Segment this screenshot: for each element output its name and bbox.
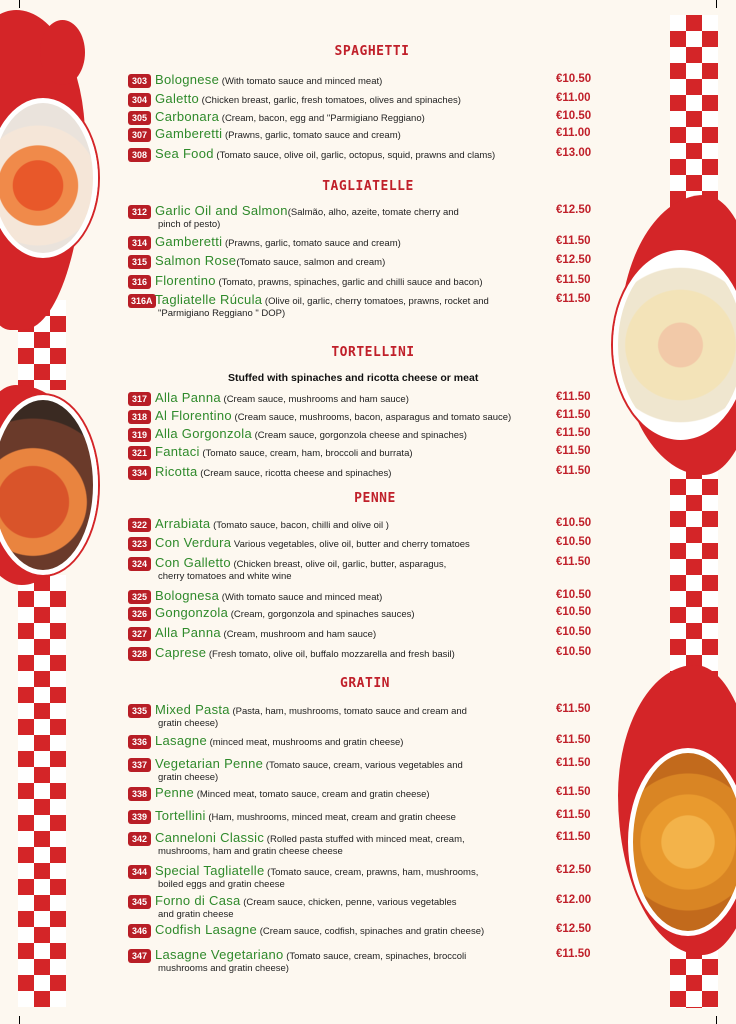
section-title-tagliatelle: TAGLIATELLE — [322, 179, 414, 194]
item-price: €11.00 — [556, 92, 591, 104]
item-description: (Cream, mushroom and ham sauce) — [220, 629, 377, 640]
item-name: Fantaci (Tomato sauce, cream, ham, broccoli and burrata) — [155, 444, 413, 459]
item-code: 314 — [128, 236, 151, 250]
item-description: (Prawns, garlic, tomato sauce and cream) — [222, 238, 401, 249]
item-description: (Olive oil, garlic, cherry tomatoes, prawns, rocket and — [262, 296, 489, 307]
item-price: €11.50 — [556, 445, 591, 457]
section-subtitle-tortellini: Stuffed with spinaches and ricotta cheese or meat — [228, 372, 479, 384]
item-code: 316 — [128, 275, 151, 289]
item-description: (Chicken breast, olive oil, garlic, butter, asparagus, — [230, 559, 447, 570]
item-name: Con Verdura Various vegetables, olive oil, butter and cherry tomatoes — [155, 535, 470, 550]
item-code: 307 — [128, 128, 151, 142]
menu-item-tortellini — [128, 464, 598, 482]
item-price: €11.50 — [556, 831, 591, 843]
item-name: Florentino (Tomato, prawns, spinaches, garlic and chilli sauce and bacon) — [155, 273, 483, 288]
item-name: Penne (Minced meat, tomato sauce, cream and gratin cheese) — [155, 785, 430, 800]
item-name: Codfish Lasagne (Cream sauce, codfish, spinaches and gratin cheese) — [155, 922, 485, 937]
item-price: €10.50 — [556, 646, 592, 658]
item-price: €13.00 — [556, 147, 592, 159]
item-price: €11.50 — [556, 809, 591, 821]
menu-item-gratin — [128, 702, 598, 729]
item-price: €11.50 — [556, 757, 591, 769]
item-code: 328 — [128, 647, 151, 661]
item-code: 336 — [128, 735, 151, 749]
menu-item-penne — [128, 645, 598, 663]
item-name: Sea Food (Tomato sauce, olive oil, garlic, octopus, squid, prawns and clams) — [155, 146, 496, 161]
item-description: (Tomato sauce, cream, ham, broccoli and burrata) — [199, 448, 413, 459]
item-description-line2: "Parmigiano Reggiano " DOP) — [158, 308, 286, 319]
red-splash-top-left-drop — [40, 20, 85, 85]
item-price: €10.50 — [556, 110, 592, 122]
item-name: Bolognese (With tomato sauce and minced meat) — [155, 72, 383, 87]
menu-item-tortellini — [128, 408, 598, 426]
gratin-photo — [628, 748, 736, 936]
item-code: 319 — [128, 428, 151, 442]
item-code: 318 — [128, 410, 151, 424]
item-description: (Rolled pasta stuffed with minced meat, cream, — [264, 834, 465, 845]
item-price: €11.50 — [556, 409, 591, 421]
item-code: 342 — [128, 832, 151, 846]
item-name: Al Florentino (Cream sauce, mushrooms, bacon, asparagus and tomato sauce) — [155, 408, 512, 423]
section-title-spaghetti: SPAGHETTI — [334, 44, 410, 59]
item-description: (Fresh tomato, olive oil, buffalo mozzarella and fresh basil) — [206, 649, 455, 660]
item-description: (Tomato sauce, cream, prawns, ham, mushrooms, — [264, 867, 479, 878]
item-code: 305 — [128, 111, 151, 125]
item-name: Galetto (Chicken breast, garlic, fresh tomatoes, olives and spinaches) — [155, 91, 461, 106]
item-name: Special Tagliatelle (Tomato sauce, cream, prawns, ham, mushrooms, — [155, 863, 479, 878]
menu-item-tortellini — [128, 426, 598, 444]
item-code: 303 — [128, 74, 151, 88]
menu-item-gratin — [128, 893, 598, 920]
menu-item-penne — [128, 605, 598, 623]
item-name: Arrabiata (Tomato sauce, bacon, chilli and olive oil ) — [155, 516, 389, 531]
item-description-line2: gratin cheese) — [158, 772, 219, 783]
item-name: Ricotta (Cream sauce, ricotta cheese and spinaches) — [155, 464, 392, 479]
item-code: 322 — [128, 518, 151, 532]
item-price: €11.00 — [556, 127, 591, 139]
menu-item-tagliatelle — [128, 273, 598, 291]
item-price: €11.50 — [556, 465, 591, 477]
item-price: €11.50 — [556, 703, 591, 715]
item-description: (Tomato sauce, bacon, chilli and olive oil ) — [210, 520, 389, 531]
item-name: Tagliatelle Rúcula (Olive oil, garlic, cherry tomatoes, prawns, rocket and — [155, 292, 489, 307]
menu-item-spaghetti — [128, 109, 598, 127]
item-name: Alla Panna (Cream sauce, mushrooms and ham sauce) — [155, 390, 409, 405]
item-description-line2: mushrooms, ham and gratin cheese cheese — [158, 846, 343, 857]
menu-item-gratin — [128, 947, 598, 974]
menu-item-gratin — [128, 863, 598, 890]
crop-mark-top-left — [19, 0, 20, 8]
menu-item-penne — [128, 588, 598, 606]
crop-mark-bottom-right — [716, 1016, 717, 1024]
item-name: Gamberetti (Prawns, garlic, tomato sauce and cream) — [155, 234, 401, 249]
item-price: €10.50 — [556, 73, 592, 85]
item-price: €12.50 — [556, 204, 592, 216]
item-code: 334 — [128, 466, 151, 480]
menu-item-gratin — [128, 756, 598, 783]
item-price: €11.50 — [556, 734, 591, 746]
item-name: Garlic Oil and Salmon(Salmão, alho, azeite, tomate cherry and — [155, 203, 459, 218]
menu-item-tortellini — [128, 390, 598, 408]
item-code: 345 — [128, 895, 151, 909]
item-name: Tortellini (Ham, mushrooms, minced meat, cream and gratin cheese — [155, 808, 456, 823]
item-price: €11.50 — [556, 391, 591, 403]
item-description: (Cream sauce, codfish, spinaches and gratin cheese) — [257, 926, 485, 937]
menu-item-penne — [128, 516, 598, 534]
item-description-line2: cherry tomatoes and white wine — [158, 571, 292, 582]
item-description: (Tomato sauce, cream, spinaches, broccoli — [283, 951, 467, 962]
item-name: Salmon Rose(Tomato sauce, salmon and cream) — [155, 253, 386, 268]
item-description: (Cream, bacon, egg and "Parmigiano Reggiano) — [219, 113, 425, 124]
item-description: (Tomato sauce, olive oil, garlic, octopus, squid, prawns and clams) — [213, 150, 496, 161]
menu-item-tagliatelle — [128, 292, 598, 319]
menu-item-gratin — [128, 733, 598, 751]
section-title-tortellini: TORTELLINI — [331, 345, 415, 360]
item-name: Gongonzola (Cream, gorgonzola and spinaches sauces) — [155, 605, 415, 620]
item-price: €12.50 — [556, 923, 592, 935]
menu-item-penne — [128, 625, 598, 643]
item-code: 347 — [128, 949, 151, 963]
item-name: Vegetarian Penne (Tomato sauce, cream, various vegetables and — [155, 756, 463, 771]
item-code: 323 — [128, 537, 151, 551]
item-description: (minced meat, mushrooms and gratin cheese) — [206, 737, 404, 748]
item-price: €10.50 — [556, 606, 592, 618]
item-description: (Cream sauce, mushrooms, bacon, asparagus and tomato sauce) — [231, 412, 512, 423]
item-description-line2: gratin cheese) — [158, 718, 219, 729]
item-code: 304 — [128, 93, 151, 107]
crop-mark-bottom-left — [19, 1016, 20, 1024]
item-name: Alla Gorgonzola (Cream sauce, gorgonzola cheese and spinaches) — [155, 426, 467, 441]
item-description-line2: and gratin cheese — [158, 909, 234, 920]
item-name: Bolognesa (With tomato sauce and minced meat) — [155, 588, 383, 603]
item-price: €12.50 — [556, 864, 592, 876]
item-description: (Cream sauce, chicken, penne, various vegetables — [240, 897, 457, 908]
item-description: (Ham, mushrooms, minced meat, cream and gratin cheese — [205, 812, 456, 823]
item-code: 339 — [128, 810, 151, 824]
item-code: 324 — [128, 557, 151, 571]
item-code: 315 — [128, 255, 151, 269]
item-description: (Cream sauce, ricotta cheese and spinaches) — [197, 468, 392, 479]
item-code: 312 — [128, 205, 151, 219]
item-description: Various vegetables, olive oil, butter and cherry tomatoes — [231, 539, 470, 550]
item-price: €12.00 — [556, 894, 592, 906]
item-price: €11.50 — [556, 293, 591, 305]
menu-item-spaghetti — [128, 146, 598, 164]
item-price: €10.50 — [556, 589, 592, 601]
menu-item-gratin — [128, 785, 598, 803]
menu-item-gratin — [128, 922, 598, 940]
crop-mark-top-right — [716, 0, 717, 8]
menu-item-spaghetti — [128, 91, 598, 109]
item-description: (Minced meat, tomato sauce, cream and gratin cheese) — [194, 789, 430, 800]
item-price: €11.50 — [556, 948, 591, 960]
item-description: (With tomato sauce and minced meat) — [219, 76, 383, 87]
section-title-penne: PENNE — [354, 491, 396, 506]
menu-item-tagliatelle — [128, 253, 598, 271]
menu-item-spaghetti — [128, 72, 598, 90]
item-price: €10.50 — [556, 626, 592, 638]
item-name: Mixed Pasta (Pasta, ham, mushrooms, tomato sauce and cream and — [155, 702, 467, 717]
item-price: €11.50 — [556, 235, 591, 247]
checker-border-left-lower — [18, 575, 66, 1007]
item-code: 338 — [128, 787, 151, 801]
item-code: 326 — [128, 607, 151, 621]
item-description: (Tomato sauce, salmon and cream) — [236, 257, 386, 268]
item-code: 321 — [128, 446, 151, 460]
item-description: (Chicken breast, garlic, fresh tomatoes, olives and spinaches) — [199, 95, 461, 106]
item-price: €10.50 — [556, 517, 592, 529]
item-description-line2: boiled eggs and gratin cheese — [158, 879, 285, 890]
item-name: Caprese (Fresh tomato, olive oil, buffalo mozzarella and fresh basil) — [155, 645, 455, 660]
item-description: (Tomato, prawns, spinaches, garlic and chilli sauce and bacon) — [215, 277, 483, 288]
item-code: 344 — [128, 865, 151, 879]
item-description: (Prawns, garlic, tomato sauce and cream) — [222, 130, 401, 141]
item-code: 316A — [128, 294, 156, 308]
item-name: Lasagne Vegetariano (Tomato sauce, cream, spinaches, broccoli — [155, 947, 467, 962]
item-description: (Tomato sauce, cream, various vegetables and — [263, 760, 463, 771]
item-price: €11.50 — [556, 274, 591, 286]
menu-item-penne — [128, 535, 598, 553]
item-code: 308 — [128, 148, 151, 162]
menu-item-gratin — [128, 808, 598, 826]
item-description: (Cream sauce, mushrooms and ham sauce) — [220, 394, 409, 405]
item-description-line2: mushrooms and gratin cheese) — [158, 963, 289, 974]
item-price: €11.50 — [556, 786, 591, 798]
menu-item-gratin — [128, 830, 598, 857]
item-name: Forno di Casa (Cream sauce, chicken, penne, various vegetables — [155, 893, 457, 908]
item-description: (Cream sauce, gorgonzola cheese and spinaches) — [252, 430, 467, 441]
item-name: Carbonara (Cream, bacon, egg and "Parmigiano Reggiano) — [155, 109, 425, 124]
item-code: 337 — [128, 758, 151, 772]
item-price: €12.50 — [556, 254, 592, 266]
item-name: Alla Panna (Cream, mushroom and ham sauce) — [155, 625, 377, 640]
item-code: 327 — [128, 627, 151, 641]
menu-item-tagliatelle — [128, 203, 598, 230]
item-name: Con Galletto (Chicken breast, olive oil, garlic, butter, asparagus, — [155, 555, 447, 570]
item-price: €11.50 — [556, 556, 591, 568]
item-name: Canneloni Classic (Rolled pasta stuffed with minced meat, cream, — [155, 830, 465, 845]
item-description: (Cream, gorgonzola and spinaches sauces) — [228, 609, 415, 620]
menu-item-spaghetti — [128, 126, 598, 144]
penne-photo — [0, 395, 98, 575]
menu-item-tortellini — [128, 444, 598, 462]
item-code: 335 — [128, 704, 151, 718]
item-price: €11.50 — [556, 427, 591, 439]
menu-item-penne — [128, 555, 598, 582]
item-code: 317 — [128, 392, 151, 406]
item-description: (Salmão, alho, azeite, tomate cherry and — [287, 207, 459, 218]
item-code: 325 — [128, 590, 151, 604]
item-description: (Pasta, ham, mushrooms, tomato sauce and cream and — [229, 706, 467, 717]
item-name: Lasagne (minced meat, mushrooms and gratin cheese) — [155, 733, 404, 748]
section-title-gratin: GRATIN — [340, 676, 390, 691]
tagliatelle-photo — [613, 250, 736, 440]
item-description: (With tomato sauce and minced meat) — [219, 592, 383, 603]
menu-item-tagliatelle — [128, 234, 598, 252]
item-name: Gamberetti (Prawns, garlic, tomato sauce and cream) — [155, 126, 401, 141]
item-price: €10.50 — [556, 536, 592, 548]
item-code: 346 — [128, 924, 151, 938]
item-description-line2: pinch of pesto) — [158, 219, 221, 230]
